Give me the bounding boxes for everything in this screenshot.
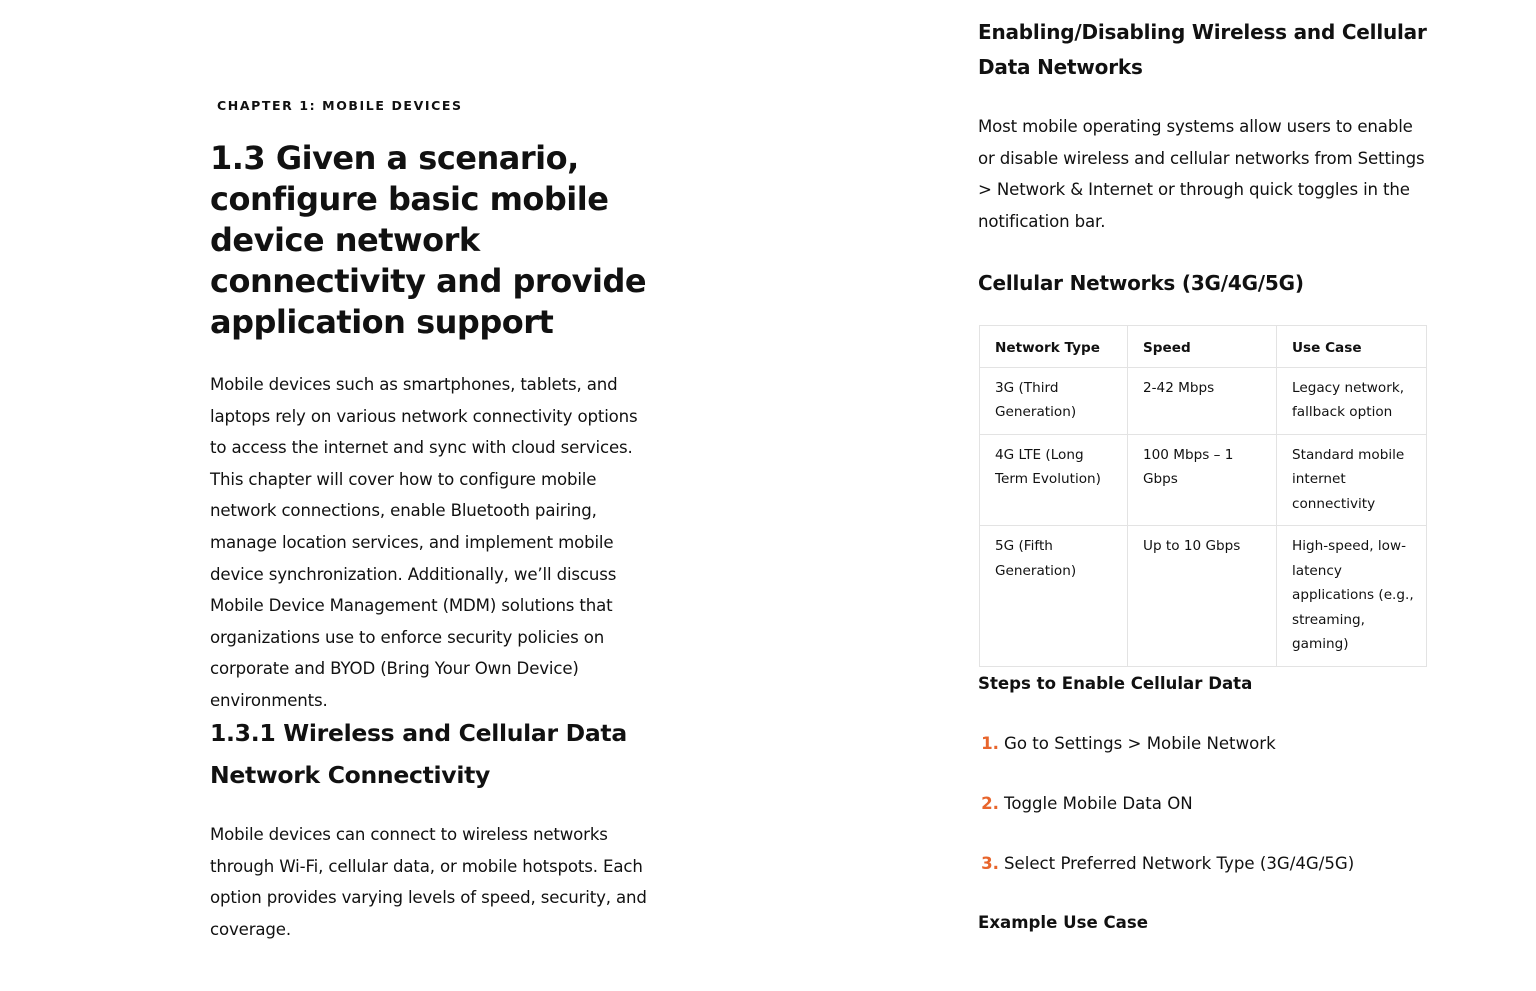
cell-speed: 2-42 Mbps	[1128, 367, 1277, 434]
cell-use-case: High-speed, low-latency applications (e.g., streaming, gaming)	[1277, 526, 1427, 667]
cell-speed: Up to 10 Gbps	[1128, 526, 1277, 667]
example-use-case-heading: Example Use Case	[978, 913, 1149, 932]
list-item	[978, 729, 1428, 789]
header-use-case: Use Case	[1277, 326, 1427, 368]
cell-network-type: 4G LTE (Long Term Evolution)	[980, 434, 1128, 526]
header-speed: Speed	[1128, 326, 1277, 368]
enable-disable-heading: Enabling/Disabling Wireless and Cellular Data Networks	[978, 20, 1427, 79]
enable-disable-paragraph: Most mobile operating systems allow users to enable or disable wireless and cellular networks from Settings > Network & Internet or through quick toggles in the notification bar.	[978, 117, 1425, 231]
cellular-networks-table	[979, 325, 1427, 667]
cell-network-type: 5G (Fifth Generation)	[980, 526, 1128, 667]
cell-use-case: Legacy network, fallback option	[1277, 367, 1427, 434]
intro-paragraph: Mobile devices such as smartphones, tablets, and laptops rely on various network connectivity options to access the internet and sync with cloud services. This chapter will cover how to configure mobile network connections, enable Bluetooth pairing, manage location services, and implement mobile device synchronization. Additionally, we’ll discuss Mobile Device Management (MDM) solutions that organizations use to enforce security policies on corporate and BYOD (Bring Your Own Device) environments.	[210, 375, 638, 710]
subsection-title: 1.3.1 Wireless and Cellular Data Network Connectivity	[210, 719, 627, 789]
table-row	[980, 367, 1427, 434]
step-number: 2.	[981, 794, 999, 813]
table-row	[980, 434, 1427, 526]
list-item	[978, 789, 1428, 849]
section-title: 1.3 Given a scenario, configure basic mobile device network connectivity and provide application support	[210, 139, 647, 341]
step-text: Go to Settings > Mobile Network	[1004, 734, 1276, 753]
steps-list	[978, 729, 1428, 909]
list-item	[978, 849, 1428, 909]
step-number: 1.	[981, 734, 999, 753]
step-text: Toggle Mobile Data ON	[1004, 794, 1193, 813]
step-text: Select Preferred Network Type (3G/4G/5G)	[1004, 854, 1355, 873]
cell-network-type: 3G (Third Generation)	[980, 367, 1128, 434]
cellular-networks-heading: Cellular Networks (3G/4G/5G)	[978, 271, 1304, 295]
steps-heading: Steps to Enable Cellular Data	[978, 674, 1253, 693]
table-header-row	[980, 326, 1427, 368]
wireless-paragraph: Mobile devices can connect to wireless networks through Wi-Fi, cellular data, or mobile hotspots. Each option provides varying levels of speed, security, and coverage.	[210, 825, 647, 939]
chapter-label: CHAPTER 1: MOBILE DEVICES	[217, 98, 463, 113]
table-row	[980, 526, 1427, 667]
header-network-type: Network Type	[980, 326, 1128, 368]
step-number: 3.	[981, 854, 999, 873]
cell-use-case: Standard mobile internet connectivity	[1277, 434, 1427, 526]
cell-speed: 100 Mbps – 1 Gbps	[1128, 434, 1277, 526]
